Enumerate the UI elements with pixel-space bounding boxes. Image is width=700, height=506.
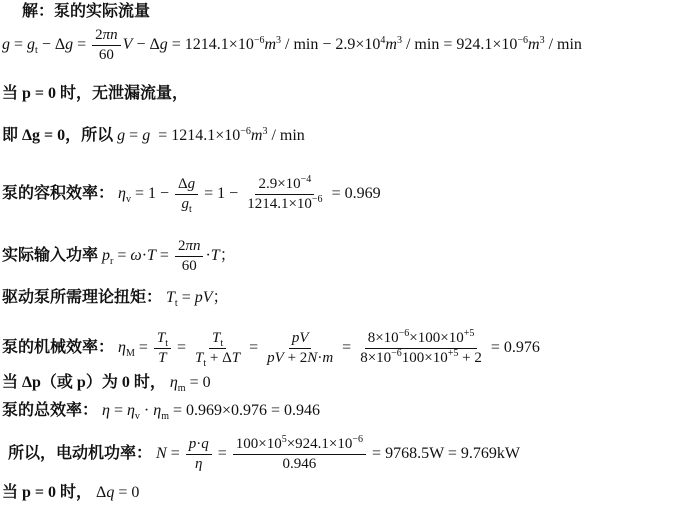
mechanical-efficiency: 泵的机械效率： $\eta_M$ = $\frac{T_t}{T}$ = $\frac{T_t}{T_t + \Delta T}$ = $\frac{pV}{pV + 2N\cdot m}$ = $\frac{8\times 10^{-6}\times 100\times 10^{+5}}{8\times 10^{-6}100\times 10^{+5} + 2}$ = 0.976 <box>2 328 540 369</box>
volumetric-efficiency: 泵的容积效率： $\eta_v = 1$ − $\frac{\Delta g}{g_t}$ = 1 − $\frac{2.9\times 10^{-4}}{1214.1\times 10^{-6}}$ = 0.969 <box>2 174 381 215</box>
actual-flow-equation: $g = g_t - \Delta g$ = $\frac{2\pi n}{60}$ $V - \Delta g = 1214.1\times 10^{-6}m^3 / \min - 2.9\times 10^4m^3 / \min = 924.1\times 10^{-6}m^3 / \min$ <box>2 27 582 63</box>
zero-pressure-mech-eff: 当 Δp（或 p）为 0 时， $\eta_m = 0$ <box>2 374 211 394</box>
no-leak-statement: 当 p = 0 时，无泄漏流量， <box>2 85 189 102</box>
zero-leak-equation: 即 Δg = 0，所以 $g = g = 1214.1\times 10^{-6}m^3 / \min$ <box>2 126 305 144</box>
zero-pressure-flow: 当 p = 0 时， Δq = 0 <box>2 484 140 501</box>
total-efficiency: 泵的总效率： $\eta = \eta_v \cdot \eta_m = 0.969\times 0.976 = 0.946$ <box>2 402 321 422</box>
input-power: 实际输入功率 $p_r = \omega\cdot T$ = $\frac{2\pi n}{60}$ ·T； <box>2 238 236 274</box>
solution-heading: 解：泵的实际流量 <box>22 3 151 20</box>
theoretical-torque: 驱动泵所需理论扭矩： $T_t$ = pV； <box>2 289 229 309</box>
fraction-2pin-60: $\frac{2\pi n}{60}$ <box>92 27 121 64</box>
motor-power: 所以，电动机功率： N = $\frac{p\cdot q}{\eta}$ = $\frac{100\times 10^5\times 924.1\times 10^{-6}}{0.946}$ = 9768.5W = 9.769kW <box>8 434 521 472</box>
